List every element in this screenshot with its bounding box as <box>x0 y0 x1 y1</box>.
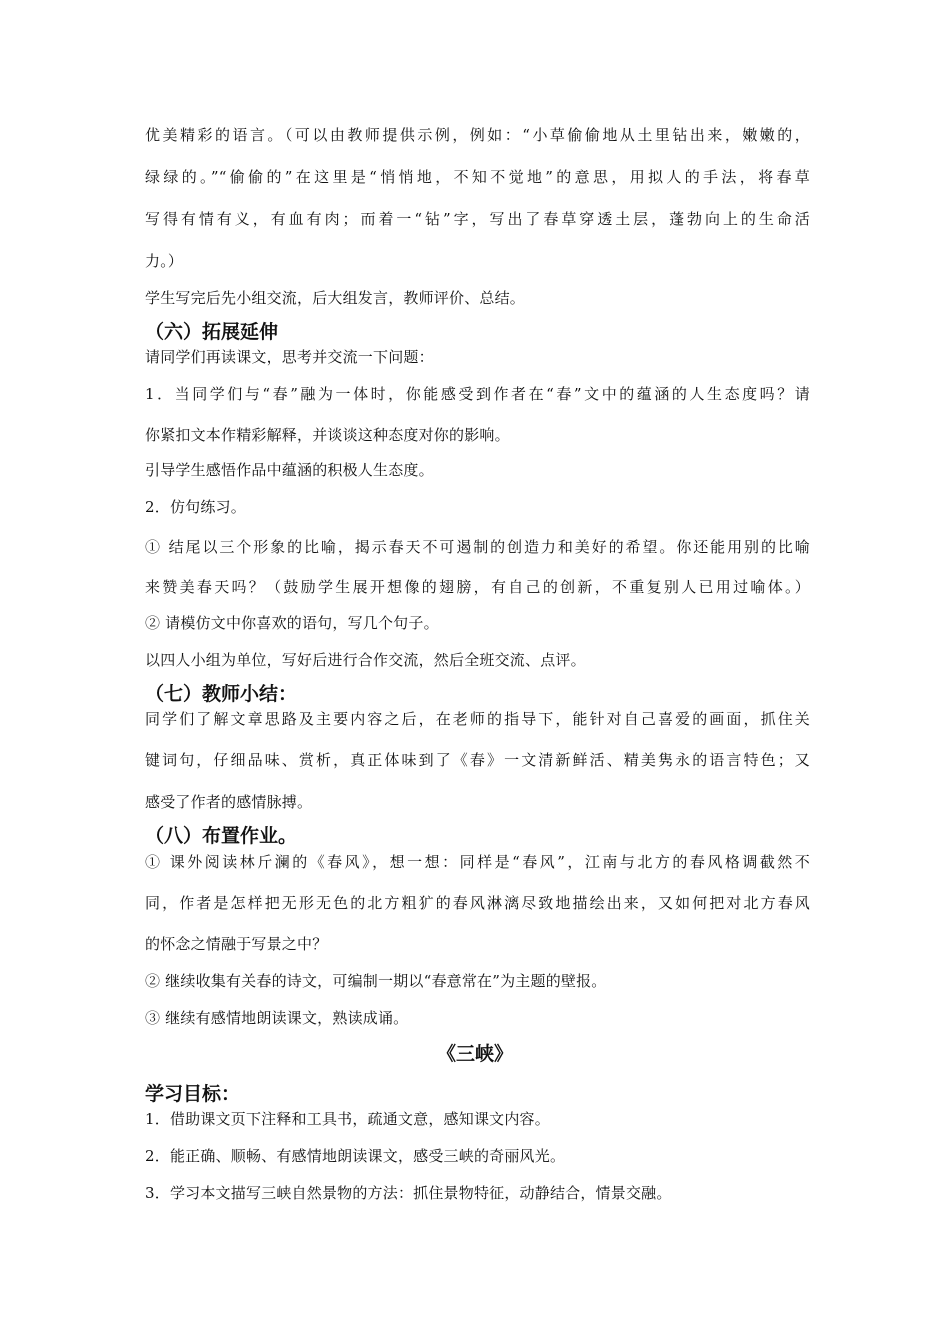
paragraph-line: ② 继续收集有关春的诗文，可编制一期以“春意常在”为主题的壁报。 <box>145 972 607 990</box>
paragraph-line: ① 结尾以三个形象的比喻，揭示春天不可遏制的创造力和美好的希望。你还能用别的比喻 <box>145 538 810 556</box>
paragraph-line: 学生写完后先小组交流，后大组发言，教师评价、总结。 <box>145 289 526 307</box>
paragraph-line: 引导学生感悟作品中蕴涵的积极人生态度。 <box>145 461 434 479</box>
paragraph-line: ① 课外阅读林斤澜的《春风》，想一想：同样是“春风”，江南与北方的春风格调截然不 <box>145 853 810 871</box>
paragraph-line: 请同学们再读课文，思考并交流一下问题： <box>145 348 434 366</box>
section-heading-8: （八）布置作业。 <box>145 825 298 847</box>
goals-heading: 学习目标： <box>145 1083 241 1105</box>
paragraph-line: ② 请模仿文中你喜欢的语句，写几个句子。 <box>145 614 439 632</box>
paragraph-line: 来赞美春天吗？（鼓励学生展开想像的翅膀，有自己的创新，不重复别人已用过喻体。） <box>145 578 810 596</box>
document-title: 《三峡》 <box>436 1043 513 1065</box>
paragraph-line: 键词句，仔细品味、赏析，真正体味到了《春》一文清新鲜活、精美隽永的语言特色；又 <box>145 751 810 769</box>
paragraph-line: 你紧扣文本作精彩解释，并谈谈这种态度对你的影响。 <box>145 426 510 444</box>
paragraph-line: ③ 继续有感情地朗读课文，熟读成诵。 <box>145 1009 409 1027</box>
paragraph-line: 优美精彩的语言。（可以由教师提供示例，例如：“小草偷偷地从土里钻出来，嫩嫩的， <box>145 126 810 144</box>
paragraph-line: 1．当同学们与“春”融为一体时，你能感受到作者在“春”文中的蕴涵的人生态度吗？请 <box>145 385 810 403</box>
paragraph-line: 写得有情有义，有血有肉；而着一“钻”字，写出了春草穿透土层，蓬勃向上的生命活 <box>145 210 810 228</box>
section-heading-7: （七）教师小结： <box>145 683 298 705</box>
paragraph-line: 感受了作者的感情脉搏。 <box>145 793 313 811</box>
paragraph-line: 的怀念之情融于写景之中？ <box>145 935 328 953</box>
goal-item: 1．借助课文页下注释和工具书，疏通文意，感知课文内容。 <box>145 1110 550 1128</box>
paragraph-line: 2．仿句练习。 <box>145 498 246 516</box>
paragraph-line: 同，作者是怎样把无形无色的北方粗犷的春风淋漓尽致地描绘出来，又如何把对北方春风 <box>145 894 810 912</box>
goal-item: 2．能正确、顺畅、有感情地朗读课文，感受三峡的奇丽风光。 <box>145 1147 566 1165</box>
goal-item: 3．学习本文描写三峡自然景物的方法：抓住景物特征，动静结合，情景交融。 <box>145 1184 672 1202</box>
paragraph-line: 同学们了解文章思路及主要内容之后，在老师的指导下，能针对自己喜爱的画面，抓住关 <box>145 710 810 728</box>
paragraph-line: 绿绿的。”“偷偷的”在这里是“悄悄地，不知不觉地”的意思，用拟人的手法，将春草 <box>145 168 810 186</box>
section-heading-6: （六）拓展延伸 <box>145 321 279 343</box>
paragraph-line: 力。） <box>145 252 184 270</box>
paragraph-line: 以四人小组为单位，写好后进行合作交流，然后全班交流、点评。 <box>145 651 586 669</box>
